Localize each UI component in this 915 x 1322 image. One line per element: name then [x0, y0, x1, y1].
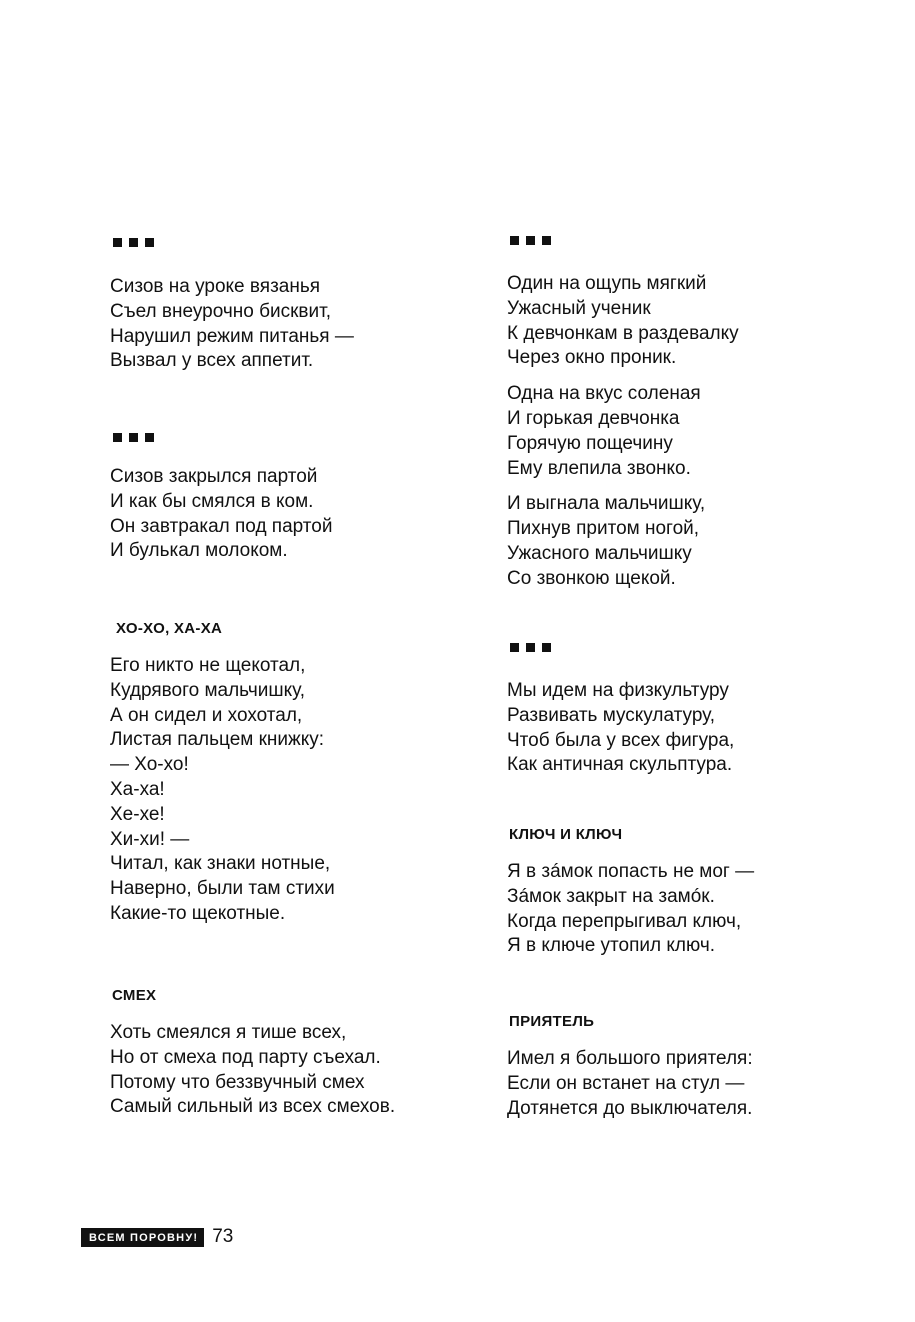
poem-line: Он завтракал под партой [110, 515, 333, 537]
stanza [110, 1021, 395, 1120]
stanza [110, 654, 335, 927]
stanza [507, 272, 739, 371]
poem-line: Со звонкою щекой. [507, 567, 676, 589]
poem-line: Какие-то щекотные. [110, 902, 286, 924]
poem-line: Имел я большого приятеля: [507, 1048, 753, 1069]
poem-line: Как античная скульптура. [507, 754, 733, 776]
poem-laughter [110, 987, 395, 1120]
poem-line: И как бы смялся в ком. [110, 490, 314, 512]
poem-line: Ему влепила звонко. [507, 457, 691, 479]
poem-line: Если он встанет на стул — [507, 1072, 745, 1094]
poem-line: Наверно, были там стихи [110, 878, 335, 900]
stanza [507, 1047, 753, 1121]
poem-line: Но от смеха под парту съехал. [110, 1046, 381, 1068]
poem-line: Пихнув притом ногой, [507, 518, 700, 540]
page-footer [81, 1226, 233, 1248]
poem-line: Сизов закрылся партой [110, 466, 318, 487]
poem-line: Одна на вкус соленая [507, 383, 701, 405]
poem-soft-student [507, 234, 739, 592]
poem-line: Я в ключе утопил ключ. [507, 935, 716, 957]
stanza [507, 382, 739, 481]
poem-body [110, 1021, 395, 1120]
poem-line: И горькая девчонка [507, 407, 680, 429]
poem-line: Потому что беззвучный смех [110, 1071, 365, 1093]
poem-body [507, 272, 739, 592]
poem-line: Когда перепрыгивал ключ, [507, 910, 742, 932]
poem-line: Горячую пощечину [507, 432, 673, 454]
poem-line: Самый сильный из всех смехов. [110, 1096, 396, 1118]
poem-line: Один на ощупь мягкий [507, 273, 707, 294]
poem-line: Хоть смеялся я тише всех, [110, 1022, 347, 1043]
poem-ho-ho-ha-ha [110, 620, 335, 927]
poem-line: — Хо-хо! [110, 754, 189, 776]
section-marker [510, 641, 734, 653]
poem-line: И булькал молоком. [110, 540, 288, 562]
poem-line: Ужасный ученик [507, 297, 651, 319]
poem-body [110, 465, 332, 564]
poem-line: Ха-ха! [110, 778, 165, 800]
poem-sizov-knitting [110, 236, 354, 374]
poem-body [110, 275, 354, 374]
stanza [110, 275, 354, 374]
poem-line: А он сидел и хохотал, [110, 704, 303, 726]
poem-body [507, 1047, 753, 1121]
poem-line: Ужасного мальчишку [507, 542, 692, 564]
stanza [507, 492, 739, 591]
poem-line: Вызвал у всех аппетит. [110, 350, 314, 372]
poem-line: Съел внеурочно бисквит, [110, 300, 331, 322]
poem-line: Чтоб была у всех фигура, [507, 729, 735, 751]
poem-line: Кудрявого мальчишку, [110, 679, 305, 701]
section-marker [113, 431, 332, 443]
poem-line: Листая пальцем книжку: [110, 729, 325, 751]
poem-sizov-desk [110, 431, 332, 564]
poem-line: Его никто не щекотал, [110, 655, 306, 676]
poem-title: СМЕХ [112, 987, 157, 1004]
poem-key-and-key [507, 826, 754, 959]
poem-line: Я в зáмок попасть не мог — [507, 861, 755, 882]
poem-line: Дотянется до выключателя. [507, 1097, 753, 1119]
poem-line: Читал, как знаки нотные, [110, 853, 331, 875]
poem-body [507, 860, 754, 959]
poem-line: Нарушил режим питанья — [110, 325, 354, 347]
stanza [507, 860, 754, 959]
poem-line: Через окно проник. [507, 347, 677, 369]
stanza [110, 465, 332, 564]
poem-line: Мы идем на физкультуру [507, 680, 729, 701]
poem-line: И выгнала мальчишку, [507, 493, 706, 515]
poem-friend [507, 1013, 753, 1121]
poem-body [110, 654, 335, 927]
poem-title: КЛЮЧ И КЛЮЧ [509, 826, 623, 843]
poem-line: Развивать мускулатуру, [507, 704, 716, 726]
section-marker [510, 234, 739, 246]
poem-line: Хе-хе! [110, 803, 165, 825]
poem-title: ХО-ХО, ХА-ХА [116, 620, 223, 637]
poem-line: Хи-хи! — [110, 828, 190, 850]
poem-line: Сизов на уроке вязанья [110, 276, 321, 297]
poem-line: К девчонкам в раздевалку [507, 322, 739, 344]
page-number: 73 [212, 1226, 234, 1247]
poem-pe-class [507, 641, 734, 778]
poem-body [507, 679, 734, 778]
book-title-label: ВСЕМ ПОРОВНУ! [81, 1228, 204, 1247]
stanza [507, 679, 734, 778]
section-marker [113, 236, 354, 248]
poem-line: Зáмок закрыт на замóк. [507, 885, 715, 907]
poem-title: ПРИЯТЕЛЬ [509, 1013, 595, 1030]
